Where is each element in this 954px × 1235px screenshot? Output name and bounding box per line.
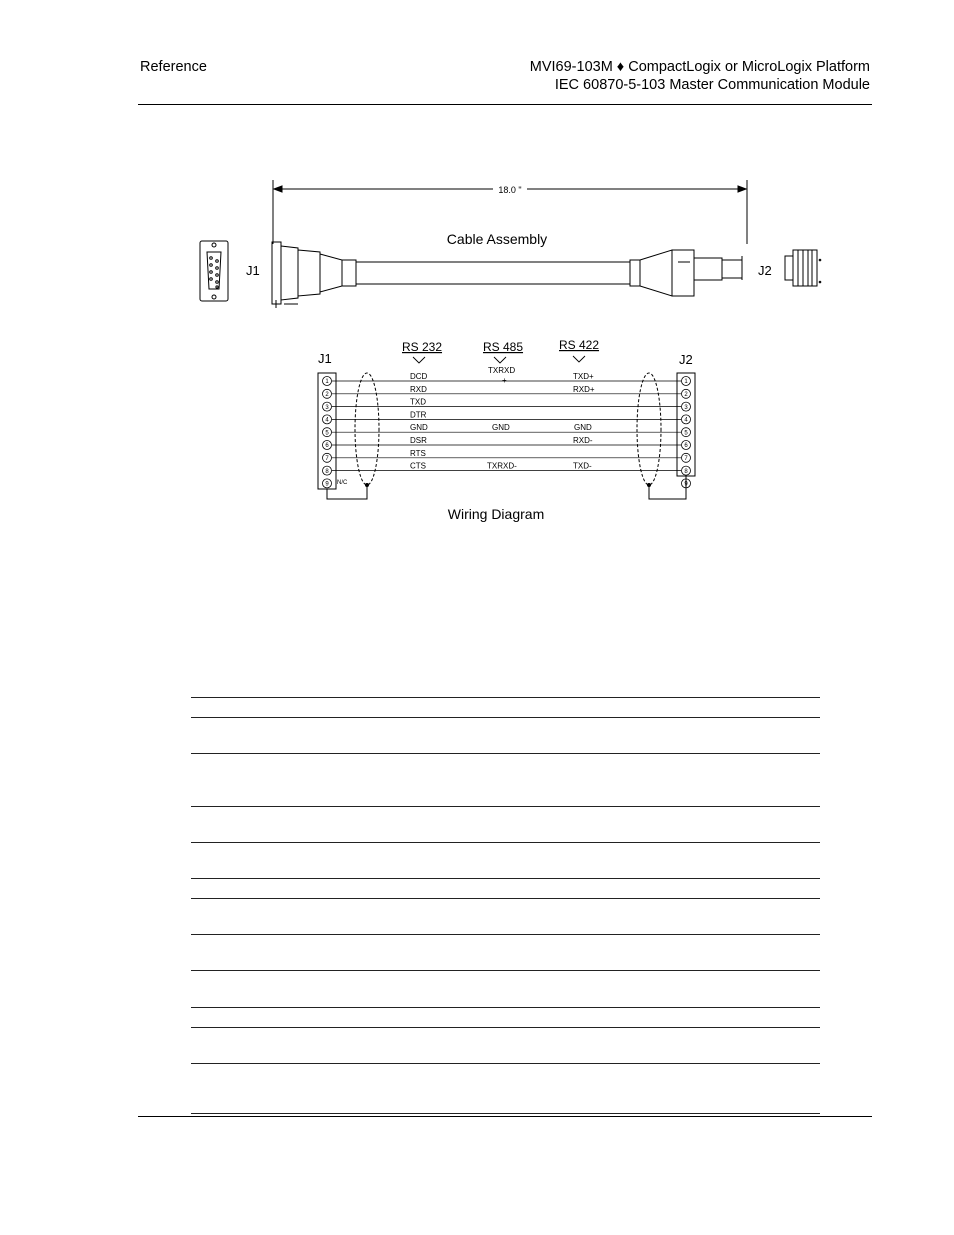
j2-pin-number: 1 [684,379,688,386]
wiring-diagram-figure [310,333,710,528]
wire-labels [410,372,595,471]
table-rule [191,1027,820,1028]
j2-pin-number: 5 [684,430,688,437]
j1-pin-number: 5 [325,430,329,437]
table-rule [191,753,820,754]
shield-icons [327,373,686,499]
rs485-plus-label: + [502,376,507,385]
document-title-line2: IEC 60870-5-103 Master Communication Module [554,77,870,93]
db9-connector-icon [272,242,356,308]
table-rule [191,1063,820,1064]
rs232-signal-label: CTS [410,461,426,471]
rs485-header: RS 485 [483,340,524,354]
j1-pin-number: 8 [325,468,329,475]
j1-pin-number: 4 [325,417,329,424]
rs485-rs422-signal-label: GND [492,423,510,433]
rs232-signal-label: TXD [410,397,426,407]
table-rule [191,898,820,899]
document-title-line1: MVI69-103M ♦ CompactLogix or MicroLogix Platform [529,59,870,75]
rj45-end-icon [785,250,821,286]
table-rule [191,842,820,843]
footer-rule [138,1116,872,1117]
rs232-signal-label: RTS [410,448,426,458]
j1-pins [323,377,332,488]
rs232-signal-label: GND [410,423,428,433]
j1-pin-number: 1 [325,379,329,386]
rs485-txrxd-label: TXRXD [488,366,516,375]
j2-pin-number: 6 [684,443,688,450]
j2-pin-number: 4 [684,417,688,424]
table-rule [191,970,820,971]
nc-label: N/C [337,480,348,486]
cable-body [356,262,630,284]
j1-pin-number: 9 [325,481,329,488]
rs422-header: RS 422 [559,338,600,352]
j2-pin-number: 2 [684,392,688,398]
rs485-rs422-signal-label: TXD+ [573,372,594,381]
j1-pin-number: 7 [325,456,329,462]
cable-j1-label: J1 [246,263,260,278]
rs232-signal-label: DSR [410,436,427,445]
table-rule [191,1113,820,1114]
table-rule [191,697,820,698]
rs232-signal-label: DCD [410,372,428,381]
rs232-header: RS 232 [402,340,443,354]
j1-pin-number: 3 [325,404,329,411]
j2-pin-number: 9 [684,481,688,488]
header-rule [138,104,872,105]
rs232-signal-label: RXD [410,384,427,394]
rs485-rs422-signal-label: GND [574,423,592,433]
j1-pin-number: 6 [325,443,329,450]
rs232-signal-label: DTR [410,410,427,420]
table-rule [191,1007,820,1008]
j2-pins [682,377,691,488]
db9-face-icon [200,241,228,301]
j2-pin-number: 8 [684,468,688,475]
rj45-connector-icon [630,250,742,296]
j2-pin-number: 3 [684,404,688,411]
wiring-j1-label: J1 [318,351,332,366]
header-chevrons [413,356,585,363]
cable-j2-label: J2 [758,263,772,278]
table-rule [191,717,820,718]
cable-assembly-figure [190,172,840,312]
cable-assembly-title: Cable Assembly [446,231,548,247]
rs485-rs422-signal-label: RXD- [573,436,593,445]
table-rule [191,806,820,807]
rs485-rs422-signal-label: TXRXD- [487,461,517,471]
table-rule [191,934,820,935]
table-rule [191,878,820,879]
rs485-rs422-signal-label: TXD- [573,461,592,471]
rs485-rs422-signal-label: RXD+ [573,384,595,394]
j1-pin-number: 2 [325,392,329,398]
wiring-diagram-title: Wiring Diagram [447,506,545,522]
document-title [530,58,870,94]
dimension-text: 18.0 " [498,185,522,195]
wiring-j2-label: J2 [679,352,693,367]
j2-pin-number: 7 [684,456,688,462]
section-label: Reference [140,59,207,75]
